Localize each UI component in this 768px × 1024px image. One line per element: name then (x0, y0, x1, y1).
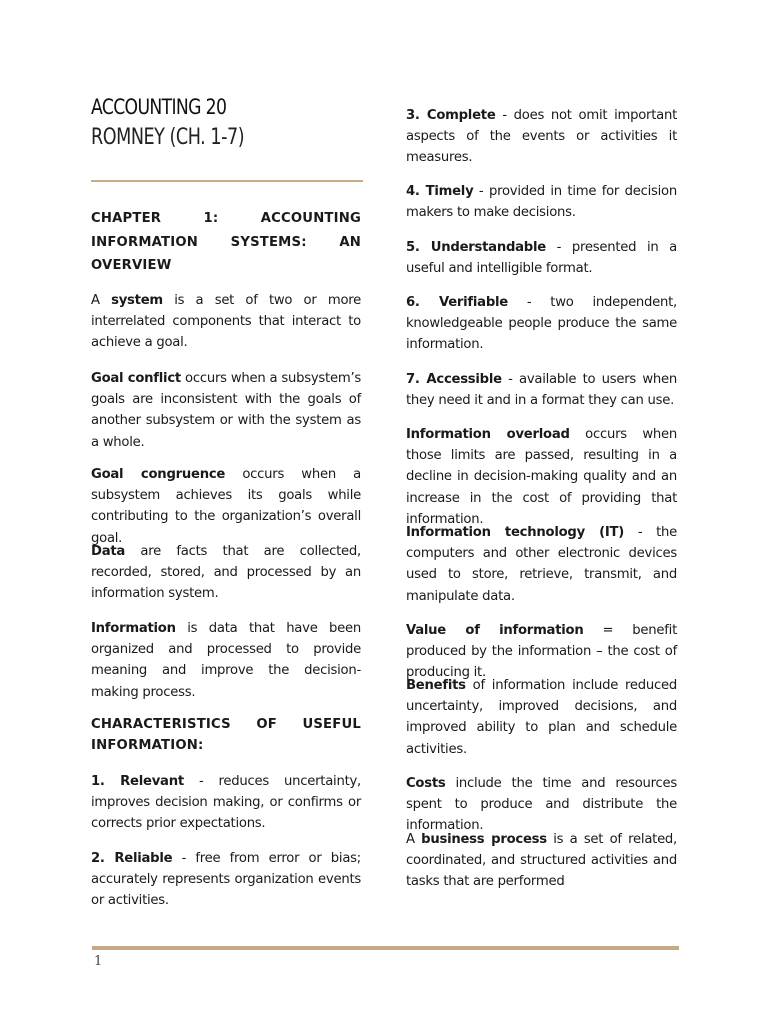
definition-information-technology: Information technology (IT) - the computers and other electronic devices used to store, retrieve, transmit, and manipulate data. (406, 525, 677, 604)
term-information: Information (91, 621, 176, 636)
term-costs: Costs (406, 776, 446, 791)
definition-value-of-information: Value of information = benefit produced by the information – the cost of producing it. (406, 623, 677, 681)
term-system: system (111, 293, 163, 308)
title-divider (91, 180, 363, 182)
term-business-process: business process (421, 832, 547, 847)
definition-system: A system is a set of two or more interrelated components that interact to achieve a goal. (91, 293, 362, 351)
document-title: ACCOUNTING 20 (91, 95, 227, 119)
definition-costs: Costs include the time and resources spent to produce and distribute the information. (406, 776, 677, 834)
characteristic-verifiable: 6. Verifiable - two independent, knowledgeable people produce the same information. (406, 295, 677, 353)
definition-benefits: Benefits of information include reduced uncertainty, improved decisions, and improved ability to plan and schedule activities. (406, 678, 677, 757)
definition-information: Information is data that have been organized and processed to provide meaning and improve the decision-making process. (91, 621, 361, 700)
term-complete: 3. Complete (406, 108, 496, 123)
characteristics-heading: CHARACTERISTICS OF USEFUL INFORMATION: (91, 717, 361, 753)
term-data: Data (91, 544, 126, 559)
footer-divider (92, 946, 679, 950)
characteristic-reliable: 2. Reliable - free from error or bias; accurately represents organization events or activities. (91, 851, 361, 909)
page-number: 1 (94, 954, 103, 969)
definition-goal-congruence: Goal congruence occurs when a subsystem achieves its goals while contributing to the organization’s overall goal. (91, 467, 361, 546)
term-value-of-information: Value of information (406, 623, 584, 638)
term-goal-conflict: Goal conflict (91, 371, 181, 386)
title-block (91, 93, 363, 153)
chapter-heading: CHAPTER 1: ACCOUNTING INFORMATION SYSTEMS: AN OVERVIEW (91, 211, 361, 273)
document-subtitle: ROMNEY (CH. 1-7) (91, 125, 245, 150)
term-information-overload: Information overload (406, 427, 570, 442)
term-reliable: 2. Reliable (91, 851, 173, 866)
definition-information-overload: Information overload occurs when those limits are passed, resulting in a decline in decision-making quality and an increase in the cost of providing that information. (406, 427, 677, 527)
term-goal-congruence: Goal congruence (91, 467, 226, 482)
characteristic-accessible: 7. Accessible - available to users when they need it and in a format they can use. (406, 372, 677, 409)
term-relevant: 1. Relevant (91, 774, 184, 789)
term-information-technology: Information technology (IT) (406, 525, 625, 540)
term-benefits: Benefits (406, 678, 466, 693)
term-understandable: 5. Understandable (406, 240, 546, 255)
characteristic-understandable: 5. Understandable - presented in a useful and intelligible format. (406, 240, 677, 277)
characteristic-relevant: 1. Relevant - reduces uncertainty, improves decision making, or confirms or corrects prior expectations. (91, 774, 361, 832)
characteristic-complete: 3. Complete - does not omit important aspects of the events or activities it measures. (406, 108, 677, 166)
characteristic-timely: 4. Timely - provided in time for decision makers to make decisions. (406, 184, 677, 221)
term-accessible: 7. Accessible (406, 372, 502, 387)
definition-business-process: A business process is a set of related, coordinated, and structured activities and tasks that are performed (406, 832, 677, 890)
term-timely: 4. Timely (406, 184, 474, 199)
definition-goal-conflict: Goal conflict occurs when a subsystem’s goals are inconsistent with the goals of another subsystem or with the system as a whole. (91, 371, 362, 450)
term-verifiable: 6. Verifiable (406, 295, 508, 310)
definition-data: Data are facts that are collected, recorded, stored, and processed by an information system. (91, 544, 361, 602)
